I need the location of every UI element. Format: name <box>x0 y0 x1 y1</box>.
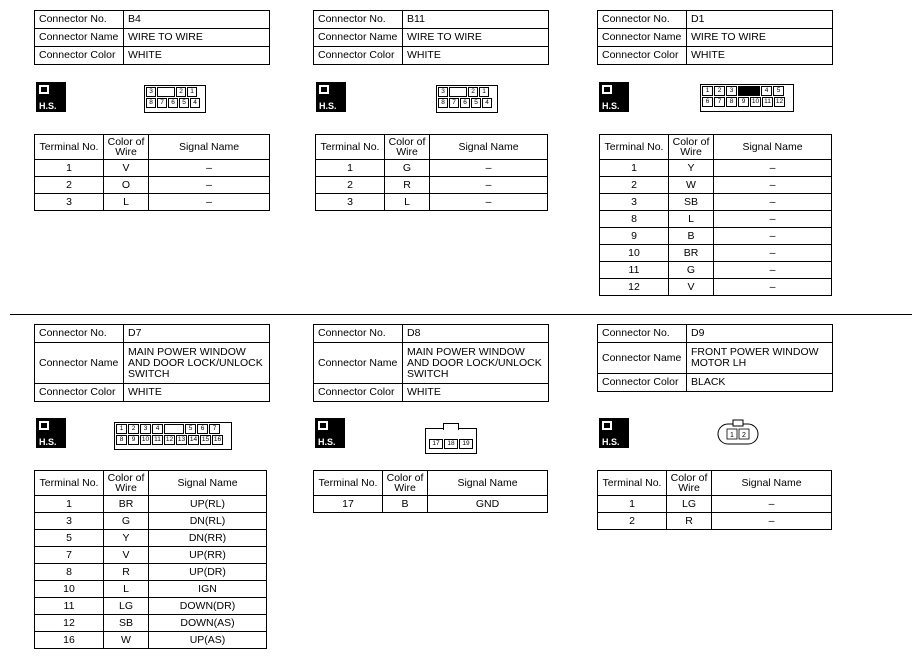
signal-name-cell: – <box>149 177 270 194</box>
terminal-table-d8 <box>313 470 548 513</box>
connector-no-value: D8 <box>403 325 549 343</box>
pin-cell: 12 <box>165 436 174 443</box>
terminal-row <box>600 177 832 194</box>
terminal-row <box>314 496 548 513</box>
wire-color-cell: O <box>104 177 149 194</box>
connector-d1-info <box>597 10 833 65</box>
connector-b11-info <box>313 10 549 65</box>
pin-cell: 2 <box>468 87 478 97</box>
terminal-no-cell: 16 <box>35 632 104 649</box>
pin-cell: 14 <box>189 436 198 443</box>
svg-text:H.S.: H.S. <box>602 101 620 111</box>
signal-name-cell: – <box>714 160 832 177</box>
color-of-wire-header: Color of Wire <box>669 135 714 160</box>
pin-cell: 8 <box>146 98 156 108</box>
connector-no-value: B11 <box>403 11 549 29</box>
connector-name-value: WIRE TO WIRE <box>403 29 549 47</box>
connector-color-label: Connector Color <box>314 384 403 402</box>
connector-no-label: Connector No. <box>598 11 687 29</box>
terminal-no-cell: 3 <box>35 513 104 530</box>
pin-cell: 8 <box>116 435 127 445</box>
signal-name-header: Signal Name <box>714 135 832 160</box>
signal-name-cell: GND <box>428 496 548 513</box>
terminal-row <box>600 160 832 177</box>
connector-no-value: D9 <box>687 325 833 343</box>
terminal-row <box>35 177 270 194</box>
connector-name-value: MAIN POWER WINDOW AND DOOR LOCK/UNLOCK SWITCH <box>124 343 270 384</box>
pin-cell: 10 <box>751 98 760 105</box>
wire-color-cell: Y <box>104 530 149 547</box>
pin-cell: 9 <box>738 97 749 107</box>
terminal-row <box>600 262 832 279</box>
pin-cell: 17 <box>429 439 443 449</box>
connector-latch <box>449 87 467 97</box>
pin-cell: 4 <box>761 86 772 96</box>
signal-name-header: Signal Name <box>430 135 548 160</box>
color-of-wire-header: Color of Wire <box>383 471 428 496</box>
connector-color-label: Connector Color <box>35 384 124 402</box>
connector-name-label: Connector Name <box>314 29 403 47</box>
signal-name-header: Signal Name <box>428 471 548 496</box>
pin-label: 1 <box>730 432 734 439</box>
pin-cell: 7 <box>209 424 220 434</box>
harness-side-icon <box>36 418 66 448</box>
signal-name-header: Signal Name <box>149 471 267 496</box>
connector-d8-face <box>425 428 477 454</box>
connector-no-label: Connector No. <box>35 325 124 343</box>
signal-name-cell: – <box>714 194 832 211</box>
signal-name-cell: – <box>430 177 548 194</box>
connector-color-label: Connector Color <box>598 47 687 65</box>
connector-d7-info <box>34 324 270 402</box>
pin-cell: 18 <box>444 439 458 449</box>
connector-b4-info <box>34 10 270 65</box>
wire-color-cell: B <box>669 228 714 245</box>
pin-cell: 8 <box>726 97 737 107</box>
connector-b11-face <box>436 85 498 113</box>
connector-d9-face <box>716 418 760 446</box>
terminal-no-cell: 2 <box>35 177 104 194</box>
connector-d9-info <box>597 324 833 392</box>
pin-cell: 2 <box>128 424 139 434</box>
terminal-table-b11 <box>315 134 548 211</box>
svg-text:H.S.: H.S. <box>318 437 336 447</box>
signal-name-cell: UP(AS) <box>149 632 267 649</box>
connector-name-value: WIRE TO WIRE <box>687 29 833 47</box>
signal-name-cell: IGN <box>149 581 267 598</box>
pin-cell: 6 <box>702 97 713 107</box>
connector-name-label: Connector Name <box>598 343 687 374</box>
connector-no-value: B4 <box>124 11 270 29</box>
wire-color-cell: G <box>385 160 430 177</box>
connector-color-value: WHITE <box>403 384 549 402</box>
terminal-no-header: Terminal No. <box>35 471 104 496</box>
terminal-row <box>35 513 267 530</box>
terminal-no-header: Terminal No. <box>314 471 383 496</box>
wire-color-cell: V <box>669 279 714 296</box>
wire-color-cell: L <box>104 194 149 211</box>
pin-cell: 1 <box>479 87 489 97</box>
terminal-no-cell: 11 <box>35 598 104 615</box>
terminal-no-header: Terminal No. <box>316 135 385 160</box>
wire-color-cell: BR <box>104 496 149 513</box>
terminal-row <box>600 228 832 245</box>
wire-color-cell: R <box>385 177 430 194</box>
terminal-no-cell: 11 <box>600 262 669 279</box>
pin-cell: 16 <box>213 436 222 443</box>
signal-name-cell: – <box>714 177 832 194</box>
pin-cell: 11 <box>762 97 773 107</box>
pin-cell: 11 <box>152 435 163 445</box>
pin-cell: 3 <box>438 87 448 97</box>
pin-cell: 5 <box>185 424 196 434</box>
connector-name-label: Connector Name <box>314 343 403 384</box>
terminal-no-cell: 9 <box>600 228 669 245</box>
pin-cell: 12 <box>775 98 784 105</box>
pin-label: 2 <box>742 432 746 439</box>
terminal-table-d1 <box>599 134 832 296</box>
harness-side-icon <box>315 418 345 448</box>
pin-cell: 8 <box>438 98 448 108</box>
connector-d1-face <box>700 84 794 112</box>
pin-cell: 13 <box>177 436 186 443</box>
wire-color-cell: SB <box>104 615 149 632</box>
svg-text:H.S.: H.S. <box>602 437 620 447</box>
terminal-no-cell: 1 <box>35 160 104 177</box>
terminal-row <box>35 615 267 632</box>
wire-color-cell: B <box>383 496 428 513</box>
terminal-table-d9 <box>597 470 832 530</box>
connector-name-label: Connector Name <box>35 343 124 384</box>
terminal-row <box>35 547 267 564</box>
pin-cell: 2 <box>176 87 186 97</box>
pin-cell: 5 <box>179 98 189 108</box>
terminal-row <box>600 211 832 228</box>
connector-color-value: WHITE <box>124 47 270 65</box>
terminal-no-cell: 10 <box>35 581 104 598</box>
pin-cell: 1 <box>187 87 197 97</box>
wire-color-cell: BR <box>669 245 714 262</box>
terminal-no-cell: 3 <box>35 194 104 211</box>
signal-name-cell: – <box>714 211 832 228</box>
terminal-row <box>35 530 267 547</box>
pin-cell: 10 <box>141 436 150 443</box>
connector-no-value: D1 <box>687 11 833 29</box>
pin-cell: 3 <box>140 424 151 434</box>
connector-color-value: BLACK <box>687 374 833 392</box>
wire-color-cell: L <box>385 194 430 211</box>
connector-d7-face <box>114 422 232 450</box>
terminal-no-cell: 10 <box>600 245 669 262</box>
connector-name-value: MAIN POWER WINDOW AND DOOR LOCK/UNLOCK SWITCH <box>403 343 549 384</box>
signal-name-cell: – <box>714 228 832 245</box>
terminal-no-cell: 5 <box>35 530 104 547</box>
pin-cell: 5 <box>471 98 481 108</box>
terminal-table-b4 <box>34 134 270 211</box>
connector-b4-face <box>144 85 206 113</box>
color-of-wire-header: Color of Wire <box>104 471 149 496</box>
pin-cell: 1 <box>702 86 713 96</box>
terminal-row <box>316 194 548 211</box>
terminal-no-cell: 1 <box>35 496 104 513</box>
pin-cell: 9 <box>128 435 139 445</box>
signal-name-cell: – <box>712 513 832 530</box>
terminal-row <box>35 632 267 649</box>
connector-name-value: WIRE TO WIRE <box>124 29 270 47</box>
terminal-no-cell: 12 <box>600 279 669 296</box>
color-of-wire-header: Color of Wire <box>104 135 149 160</box>
terminal-row <box>598 513 832 530</box>
terminal-no-cell: 8 <box>35 564 104 581</box>
signal-name-cell: DN(RR) <box>149 530 267 547</box>
wire-color-cell: LG <box>104 598 149 615</box>
connector-color-value: WHITE <box>687 47 833 65</box>
signal-name-cell: – <box>149 194 270 211</box>
pin-cell: 4 <box>482 98 492 108</box>
wire-color-cell: LG <box>667 496 712 513</box>
wire-color-cell: Y <box>669 160 714 177</box>
terminal-row <box>600 194 832 211</box>
signal-name-cell: DN(RL) <box>149 513 267 530</box>
wire-color-cell: V <box>104 160 149 177</box>
wire-color-cell: SB <box>669 194 714 211</box>
section-divider <box>10 314 912 315</box>
pin-cell: 7 <box>157 98 167 108</box>
terminal-row <box>35 581 267 598</box>
svg-text:H.S.: H.S. <box>319 101 337 111</box>
terminal-table-d7 <box>34 470 267 649</box>
signal-name-cell: DOWN(DR) <box>149 598 267 615</box>
connector-no-label: Connector No. <box>598 325 687 343</box>
signal-name-cell: – <box>714 262 832 279</box>
terminal-row <box>316 177 548 194</box>
pin-cell: 5 <box>773 86 784 96</box>
pin-cell: 6 <box>168 98 178 108</box>
terminal-no-header: Terminal No. <box>598 471 667 496</box>
wire-color-cell: L <box>104 581 149 598</box>
pin-cell: 19 <box>459 439 473 449</box>
wire-color-cell: W <box>669 177 714 194</box>
terminal-no-cell: 12 <box>35 615 104 632</box>
pin-cell: 2 <box>714 86 725 96</box>
terminal-row <box>316 160 548 177</box>
connector-latch <box>443 423 459 430</box>
color-of-wire-header: Color of Wire <box>667 471 712 496</box>
terminal-no-cell: 3 <box>600 194 669 211</box>
wire-color-cell: R <box>104 564 149 581</box>
signal-name-cell: – <box>430 160 548 177</box>
terminal-row <box>600 279 832 296</box>
signal-name-cell: UP(DR) <box>149 564 267 581</box>
color-of-wire-header: Color of Wire <box>385 135 430 160</box>
pin-cell: 1 <box>116 424 127 434</box>
svg-text:H.S.: H.S. <box>39 437 57 447</box>
terminal-no-cell: 2 <box>600 177 669 194</box>
signal-name-cell: UP(RL) <box>149 496 267 513</box>
connector-d8-info <box>313 324 549 402</box>
connector-latch <box>738 86 760 96</box>
connector-no-label: Connector No. <box>314 11 403 29</box>
terminal-no-header: Terminal No. <box>600 135 669 160</box>
svg-text:H.S.: H.S. <box>39 101 57 111</box>
pin-cell: 7 <box>714 97 725 107</box>
connector-no-label: Connector No. <box>314 325 403 343</box>
connector-color-label: Connector Color <box>598 374 687 392</box>
connector-latch <box>164 424 184 434</box>
pin-cell: 3 <box>146 87 156 97</box>
connector-color-value: WHITE <box>403 47 549 65</box>
harness-side-icon <box>36 82 66 112</box>
signal-name-cell: – <box>714 279 832 296</box>
pin-cell: 7 <box>449 98 459 108</box>
connector-no-value: D7 <box>124 325 270 343</box>
connector-color-label: Connector Color <box>314 47 403 65</box>
connector-name-label: Connector Name <box>598 29 687 47</box>
pin-cell: 3 <box>726 86 737 96</box>
wire-color-cell: R <box>667 513 712 530</box>
pin-cell: 4 <box>152 424 163 434</box>
signal-name-header: Signal Name <box>149 135 270 160</box>
terminal-no-cell: 7 <box>35 547 104 564</box>
connector-name-label: Connector Name <box>35 29 124 47</box>
terminal-no-cell: 17 <box>314 496 383 513</box>
signal-name-cell: DOWN(AS) <box>149 615 267 632</box>
terminal-no-header: Terminal No. <box>35 135 104 160</box>
connector-name-value: FRONT POWER WINDOW MOTOR LH <box>687 343 833 374</box>
connector-no-label: Connector No. <box>35 11 124 29</box>
signal-name-cell: – <box>430 194 548 211</box>
wire-color-cell: L <box>669 211 714 228</box>
terminal-no-cell: 1 <box>598 496 667 513</box>
terminal-row <box>35 598 267 615</box>
terminal-row <box>35 160 270 177</box>
pin-cell: 6 <box>197 424 208 434</box>
terminal-row <box>35 564 267 581</box>
connector-color-value: WHITE <box>124 384 270 402</box>
wire-color-cell: W <box>104 632 149 649</box>
pin-cell: 6 <box>460 98 470 108</box>
wire-color-cell: V <box>104 547 149 564</box>
pin-cell: 15 <box>201 436 210 443</box>
connector-latch <box>157 87 175 97</box>
terminal-no-cell: 1 <box>316 160 385 177</box>
signal-name-cell: – <box>714 245 832 262</box>
terminal-no-cell: 8 <box>600 211 669 228</box>
harness-side-icon <box>599 418 629 448</box>
wire-color-cell: G <box>669 262 714 279</box>
connector-color-label: Connector Color <box>35 47 124 65</box>
signal-name-header: Signal Name <box>712 471 832 496</box>
terminal-no-cell: 2 <box>598 513 667 530</box>
terminal-row <box>35 194 270 211</box>
signal-name-cell: – <box>712 496 832 513</box>
wire-color-cell: G <box>104 513 149 530</box>
signal-name-cell: – <box>149 160 270 177</box>
terminal-row <box>598 496 832 513</box>
signal-name-cell: UP(RR) <box>149 547 267 564</box>
harness-side-icon <box>599 82 629 112</box>
pin-cell: 4 <box>190 98 200 108</box>
terminal-no-cell: 1 <box>600 160 669 177</box>
terminal-no-cell: 2 <box>316 177 385 194</box>
terminal-row <box>600 245 832 262</box>
terminal-row <box>35 496 267 513</box>
terminal-no-cell: 3 <box>316 194 385 211</box>
harness-side-icon <box>316 82 346 112</box>
